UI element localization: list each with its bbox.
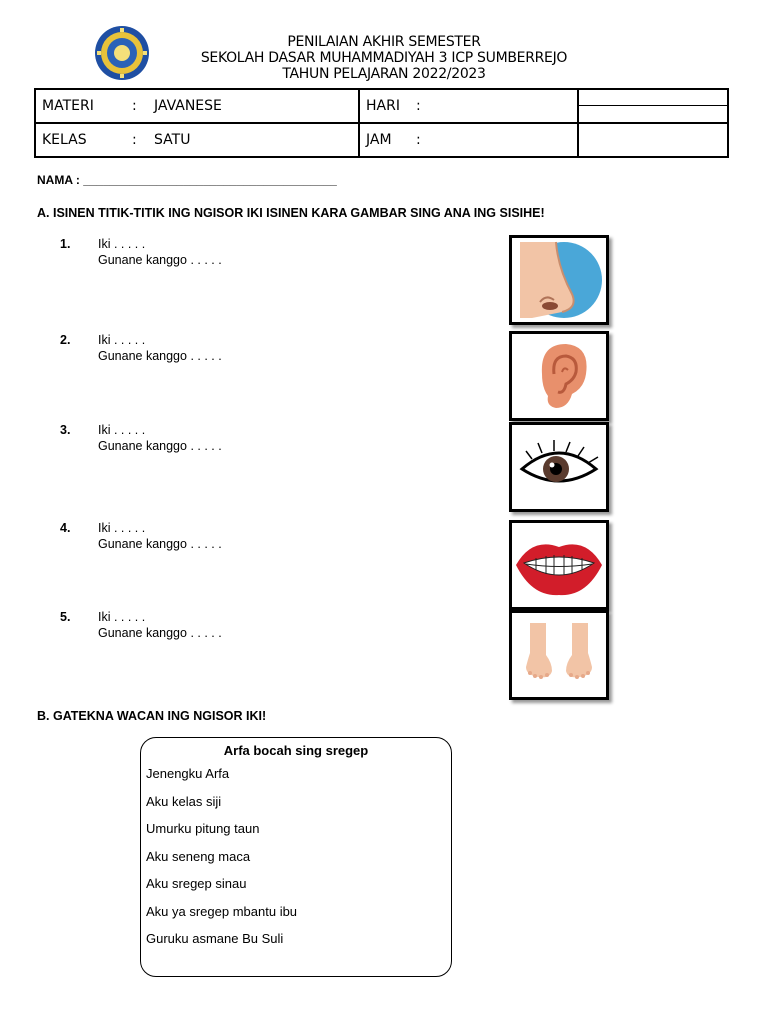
question-number: 5.: [60, 610, 71, 624]
question-line[interactable]: Iki . . . . .: [98, 237, 146, 251]
ear-picture: [509, 331, 609, 421]
school-logo: [90, 24, 154, 82]
nose-picture: [509, 235, 609, 325]
reading-line: Umurku pitung taun: [146, 821, 260, 836]
hari-colon: :: [416, 98, 421, 114]
question-line[interactable]: Gunane kanggo . . . . .: [98, 626, 222, 640]
hari-label: HARI: [366, 98, 400, 114]
reading-box: [140, 737, 452, 977]
jam-cell: [359, 123, 578, 157]
header-year: TAHUN PELAJARAN 2022/2023: [282, 66, 486, 82]
jam-answer-cell: [578, 123, 728, 157]
header-title: PENILAIAN AKHIR SEMESTER: [287, 34, 481, 50]
header-school: SEKOLAH DASAR MUHAMMADIYAH 3 ICP SUMBERREJO: [200, 50, 568, 66]
name-field[interactable]: NAMA : ______________________________________: [37, 173, 337, 187]
question-number: 4.: [60, 521, 71, 535]
section-b-heading: B. GATEKNA WACAN ING NGISOR IKI!: [37, 709, 267, 723]
reading-line: Guruku asmane Bu Suli: [146, 931, 284, 946]
eye-icon: [512, 425, 606, 509]
materi-colon: :: [132, 98, 137, 114]
materi-cell: [35, 89, 359, 123]
mouth-icon: [512, 523, 606, 607]
document-header: [160, 34, 608, 82]
eye-picture: [509, 422, 609, 512]
question-line[interactable]: Gunane kanggo . . . . .: [98, 537, 222, 551]
section-a-heading: A. ISINEN TITIK-TITIK ING NGISOR IKI ISINEN KARA GAMBAR SING ANA ING SISIHE!: [37, 206, 545, 220]
question-line[interactable]: Iki . . . . .: [98, 521, 146, 535]
question-number: 2.: [60, 333, 71, 347]
kelas-cell: [35, 123, 359, 157]
info-table: [34, 88, 729, 158]
reading-title: Arfa bocah sing sregep: [223, 743, 369, 758]
nose-icon: [512, 238, 606, 322]
question-number: 1.: [60, 237, 71, 251]
ear-icon: [512, 334, 606, 418]
materi-label: MATERI: [42, 98, 94, 114]
feet-icon: [512, 613, 606, 697]
reading-line: Jenengku Arfa: [146, 766, 230, 781]
jam-label: JAM: [366, 132, 392, 148]
question-line[interactable]: Gunane kanggo . . . . .: [98, 253, 222, 267]
question-line[interactable]: Iki . . . . .: [98, 423, 146, 437]
question-line[interactable]: Gunane kanggo . . . . .: [98, 349, 222, 363]
reading-line: Aku kelas siji: [146, 793, 222, 809]
reading-line: Aku seneng maca: [146, 848, 251, 864]
hari-answer-cell: [578, 89, 728, 123]
reading-line: Aku ya sregep mbantu ibu: [146, 903, 298, 919]
question-line[interactable]: Gunane kanggo . . . . .: [98, 439, 222, 453]
mouth-picture: [509, 520, 609, 610]
question-line[interactable]: Iki . . . . .: [98, 610, 146, 624]
hari-cell: [359, 89, 578, 123]
kelas-value: SATU: [154, 132, 191, 148]
reading-line: Aku sregep sinau: [146, 876, 247, 891]
question-number: 3.: [60, 423, 71, 437]
materi-value: JAVANESE: [154, 98, 222, 114]
kelas-label: KELAS: [42, 132, 87, 148]
feet-picture: [509, 610, 609, 700]
question-line[interactable]: Iki . . . . .: [98, 333, 146, 347]
jam-colon: :: [416, 132, 421, 148]
kelas-colon: :: [132, 132, 137, 148]
answer-line: [579, 105, 727, 106]
